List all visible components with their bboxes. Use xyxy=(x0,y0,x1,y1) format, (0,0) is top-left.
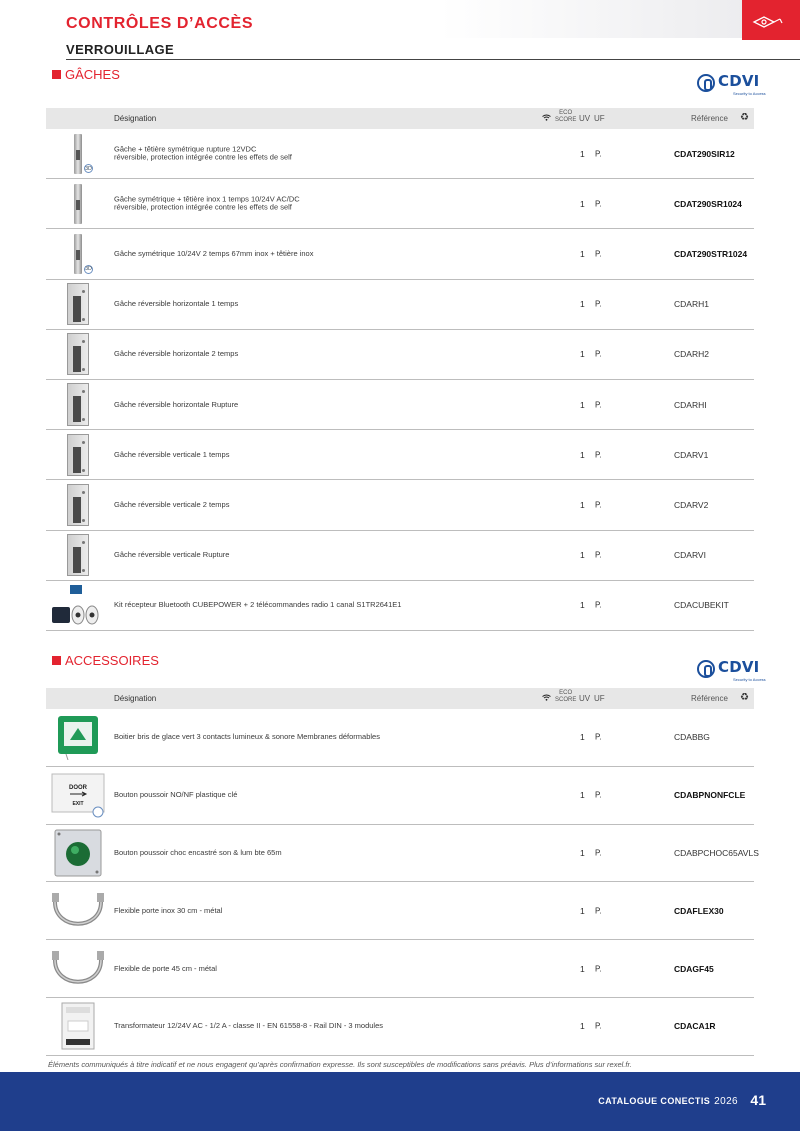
strike-plate xyxy=(67,484,89,526)
screw-hole xyxy=(82,569,85,572)
page-footer xyxy=(0,1072,800,1131)
strike-slot xyxy=(73,497,81,523)
brand-name: CDVI xyxy=(718,72,760,90)
row-uv: 1 xyxy=(580,732,585,743)
table-row xyxy=(46,179,754,229)
row-designation: Flexible porte inox 30 cm - métal xyxy=(114,905,223,915)
certification-badge-icon: 3D xyxy=(85,165,92,172)
table-row xyxy=(46,380,754,430)
strike-slot xyxy=(73,296,81,322)
section-title xyxy=(52,67,120,82)
row-uv: 1 xyxy=(580,148,585,159)
table-row xyxy=(46,709,754,767)
strike-plate xyxy=(67,383,89,425)
strike-body xyxy=(74,134,82,174)
strike-plate xyxy=(67,434,89,476)
screw-hole xyxy=(82,541,85,544)
strike-plate xyxy=(67,333,89,375)
table-row xyxy=(46,480,754,530)
table-header xyxy=(46,688,754,709)
row-designation: Gâche réversible horizontale 1 temps xyxy=(114,298,239,308)
row-designation: Gâche réversible horizontale Rupture xyxy=(114,399,239,409)
table-row xyxy=(46,330,754,380)
screw-hole xyxy=(82,441,85,444)
row-uf: P. xyxy=(595,732,602,742)
row-reference: CDAFLEX30 xyxy=(674,905,724,916)
row-reference: CDABPNONFCLE xyxy=(674,790,746,801)
row-uv: 1 xyxy=(580,399,585,410)
exit-button-icon xyxy=(50,770,106,821)
column-reference: Référence xyxy=(691,114,728,123)
strike-plate-icon xyxy=(50,383,106,426)
row-reference: CDACUBEKIT xyxy=(674,600,729,611)
screw-hole xyxy=(82,290,85,293)
certification-badge-icon: 3D xyxy=(85,266,92,273)
row-uf: P. xyxy=(595,600,602,610)
row-designation: Boitier bris de glace vert 3 contacts lumineux & sonore Membranes déformables xyxy=(114,732,380,742)
table-row xyxy=(46,280,754,330)
row-reference: CDARVI xyxy=(674,550,706,561)
row-designation: Bouton poussoir NO/NF plastique clé xyxy=(114,789,238,799)
row-designation: Gâche réversible horizontale 2 temps xyxy=(114,349,239,359)
recycle-icon: ♻ xyxy=(740,112,749,123)
row-uf: P. xyxy=(595,964,602,974)
row-reference: CDABPCHOC65AVLS xyxy=(674,847,759,858)
section-title xyxy=(52,653,159,668)
row-reference: CDAGF45 xyxy=(674,963,714,974)
strike-long-icon xyxy=(50,182,106,225)
column-uv: UV xyxy=(579,694,591,703)
row-designation: Gâche + têtière symétrique rupture 12VDC réversible, protection intégrée contre les effets de self xyxy=(114,144,292,162)
row-uf: P. xyxy=(595,299,602,309)
row-uf: P. xyxy=(595,199,602,209)
subtitle-divider xyxy=(66,59,800,60)
screw-hole xyxy=(82,469,85,472)
brand-tagline: Security to Access xyxy=(733,91,766,96)
product-table xyxy=(46,688,759,1056)
brand-logo xyxy=(697,72,766,99)
screw-hole xyxy=(82,390,85,393)
page-title: CONTRÔLES D’ACCÈS xyxy=(66,15,254,32)
row-uf: P. xyxy=(595,906,602,916)
column-uf: UF xyxy=(594,694,605,703)
remote-kit-icon xyxy=(50,584,106,627)
row-uv: 1 xyxy=(580,905,585,916)
row-reference: CDAT290STR1024 xyxy=(674,248,748,259)
strike-long-icon xyxy=(50,132,106,175)
brand-tagline: Security to Access xyxy=(733,677,766,682)
svg-text:DOOR: DOOR xyxy=(69,785,87,792)
svg-text:EXIT: EXIT xyxy=(72,801,84,808)
page-subtitle: VERROUILLAGE xyxy=(66,42,175,57)
strike-plate-icon xyxy=(50,333,106,376)
row-uv: 1 xyxy=(580,248,585,259)
column-eco-score: ECO SCORE xyxy=(555,110,577,123)
category-tab xyxy=(742,0,800,40)
screw-hole xyxy=(82,318,85,321)
table-row xyxy=(46,430,754,480)
row-uf: P. xyxy=(595,848,602,858)
row-designation: Gâche symétrique + têtière inox 1 temps 10/24V AC/DC réversible, protection intégrée contre les effets de self xyxy=(114,194,300,212)
flexible-conduit-icon xyxy=(50,943,106,994)
break-glass-icon xyxy=(50,712,106,763)
strike-plate xyxy=(67,534,89,576)
table-row xyxy=(46,229,754,279)
cdvi-logo-icon xyxy=(697,74,715,92)
footer-year: 2026 xyxy=(714,1096,738,1107)
brand-logo xyxy=(697,658,766,685)
screw-hole xyxy=(82,491,85,494)
row-uv: 1 xyxy=(580,847,585,858)
table-row xyxy=(46,882,754,940)
wifi-icon xyxy=(542,694,551,703)
table-row xyxy=(46,998,754,1056)
column-reference: Référence xyxy=(691,694,728,703)
row-uv: 1 xyxy=(580,499,585,510)
column-designation: Désignation xyxy=(114,694,157,703)
row-designation: Gâche réversible verticale 1 temps xyxy=(114,449,230,459)
column-eco-score: ECO SCORE xyxy=(555,690,577,703)
row-uv: 1 xyxy=(580,550,585,561)
row-reference: CDAT290SIR12 xyxy=(674,148,735,159)
table-row xyxy=(46,129,754,179)
disclaimer-note: Éléments communiqués à titre indicatif et ne nous engagent qu’après confirmation expresse. Ils sont susceptibles de modifications sans préavis. Plus d’informations sur rexel.fr. xyxy=(48,1060,632,1069)
strike-body xyxy=(74,184,82,224)
row-reference: CDARV1 xyxy=(674,449,709,460)
screw-hole xyxy=(82,340,85,343)
row-reference: CDARH1 xyxy=(674,299,709,310)
row-designation: Kit récepteur Bluetooth CUBEPOWER + 2 télécommandes radio 1 canal S1TR2641E1 xyxy=(114,600,402,610)
screw-hole xyxy=(82,519,85,522)
section-marker xyxy=(52,70,61,79)
cdvi-logo-icon xyxy=(697,660,715,678)
din-transformer-icon xyxy=(50,1001,106,1052)
row-uf: P. xyxy=(595,149,602,159)
row-designation: Bouton poussoir choc encastré son & lum bte 65m xyxy=(114,847,282,857)
row-reference: CDARHI xyxy=(674,399,707,410)
row-reference: CDAT290SR1024 xyxy=(674,198,742,209)
row-designation: Gâche réversible verticale Rupture xyxy=(114,549,230,559)
strike-plate-icon xyxy=(50,483,106,526)
row-designation: Gâche réversible verticale 2 temps xyxy=(114,499,230,509)
page-number: 41 xyxy=(750,1092,766,1108)
section-title-text: ACCESSOIRES xyxy=(65,653,159,668)
screw-hole xyxy=(82,418,85,421)
column-designation: Désignation xyxy=(114,114,157,123)
strike-plate xyxy=(67,283,89,325)
flexible-conduit-icon xyxy=(50,885,106,936)
table-row xyxy=(46,940,754,998)
footer-catalogue-name: CATALOGUE CONECTIS xyxy=(598,1096,711,1106)
row-uv: 1 xyxy=(580,600,585,611)
row-uv: 1 xyxy=(580,198,585,209)
row-designation: Flexible de porte 45 cm - métal xyxy=(114,963,217,973)
table-row xyxy=(46,767,754,825)
table-row xyxy=(46,825,759,883)
strike-body xyxy=(74,234,82,274)
strike-slot xyxy=(73,547,81,573)
recycle-icon: ♻ xyxy=(740,692,749,703)
row-uf: P. xyxy=(595,450,602,460)
product-table xyxy=(46,108,754,631)
row-reference: CDABBG xyxy=(674,732,710,743)
strike-long-icon xyxy=(50,232,106,275)
wifi-icon xyxy=(542,114,551,123)
row-reference: CDARV2 xyxy=(674,499,709,510)
row-uv: 1 xyxy=(580,790,585,801)
section-marker xyxy=(52,656,61,665)
brand-name: CDVI xyxy=(718,658,760,676)
row-reference: CDARH2 xyxy=(674,349,709,360)
row-reference: CDACA1R xyxy=(674,1021,716,1032)
column-uf: UF xyxy=(594,114,605,123)
column-uv: UV xyxy=(579,114,591,123)
row-uf: P. xyxy=(595,249,602,259)
strike-plate-icon xyxy=(50,534,106,577)
table-header xyxy=(46,108,754,129)
strike-slot xyxy=(73,447,81,473)
footer-catalogue xyxy=(598,1096,738,1107)
row-uf: P. xyxy=(595,500,602,510)
strike-slot xyxy=(73,346,81,372)
row-uf: P. xyxy=(595,400,602,410)
row-uv: 1 xyxy=(580,449,585,460)
row-uf: P. xyxy=(595,349,602,359)
row-uv: 1 xyxy=(580,1021,585,1032)
row-uf: P. xyxy=(595,790,602,800)
row-uv: 1 xyxy=(580,349,585,360)
green-button-icon xyxy=(50,828,106,879)
row-uv: 1 xyxy=(580,963,585,974)
table-row xyxy=(46,581,754,631)
row-uf: P. xyxy=(595,550,602,560)
strike-plate-icon xyxy=(50,283,106,326)
camera-icon xyxy=(752,13,788,29)
screw-hole xyxy=(82,368,85,371)
table-row xyxy=(46,531,754,581)
row-designation: Transformateur 12/24V AC - 1/2 A - classe II - EN 61558-8 - Rail DIN - 3 modules xyxy=(114,1021,384,1031)
row-uv: 1 xyxy=(580,299,585,310)
row-uf: P. xyxy=(595,1021,602,1031)
row-designation: Gâche symétrique 10/24V 2 temps 67mm inox + têtière inox xyxy=(114,248,314,258)
section-title-text: GÂCHES xyxy=(65,67,120,82)
strike-plate-icon xyxy=(50,433,106,476)
strike-slot xyxy=(73,396,81,422)
